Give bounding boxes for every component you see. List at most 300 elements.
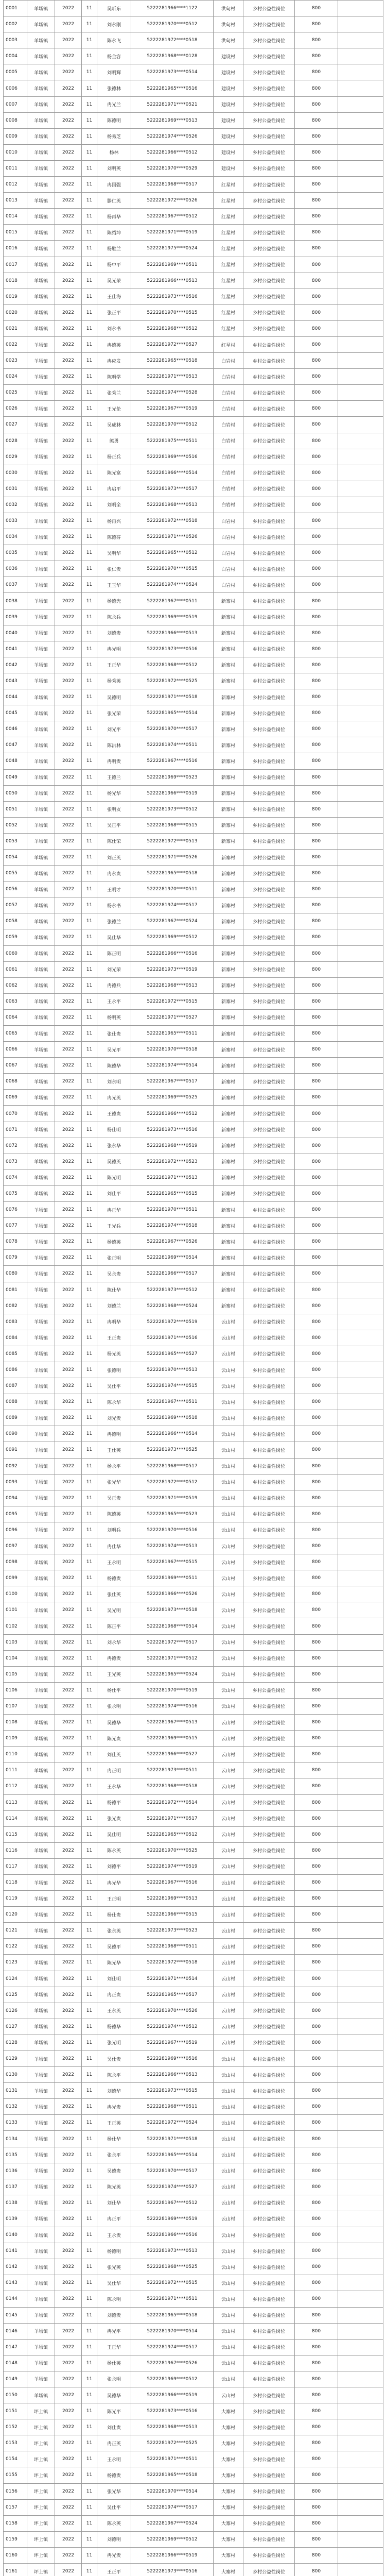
town-cell: 羊场镇: [27, 1490, 55, 1506]
table-row: [4, 1715, 383, 1731]
blank-cell: [338, 2323, 383, 2339]
table-row: [4, 2323, 383, 2339]
post-type-cell: 乡村公益性岗位: [243, 929, 295, 945]
month-cell: 11: [82, 769, 97, 785]
amount-cell: 800: [295, 417, 338, 433]
table-row: [4, 273, 383, 289]
table-row: [4, 2387, 383, 2403]
town-cell: 羊场镇: [27, 1939, 55, 1955]
post-type-cell: 乡村公益性岗位: [243, 2467, 295, 2483]
name-cell: 刘德明: [97, 2531, 131, 2547]
id-card-cell: 5222281966****0526: [131, 1586, 214, 1602]
id-card-cell: 5222281973****0525: [131, 1442, 214, 1458]
post-type-cell: 乡村公益性岗位: [243, 304, 295, 320]
post-type-cell: 乡村公益性岗位: [243, 1330, 295, 1346]
blank-cell: [338, 1586, 383, 1602]
month-cell: 11: [82, 705, 97, 721]
id-card-cell: 5222281971****0511: [131, 2451, 214, 2467]
month-cell: 11: [82, 2403, 97, 2419]
post-type-cell: 乡村公益性岗位: [243, 2195, 295, 2211]
amount-cell: 800: [295, 561, 338, 577]
blank-cell: [338, 160, 383, 176]
blank-cell: [338, 2403, 383, 2419]
blank-cell: [338, 273, 383, 289]
month-cell: 11: [82, 1138, 97, 1154]
id-card-cell: 5222281972****0514: [131, 1794, 214, 1810]
month-cell: 11: [82, 16, 97, 32]
village-cell: 白岩村: [214, 513, 243, 529]
blank-cell: [338, 1907, 383, 1923]
post-type-cell: 乡村公益性岗位: [243, 1138, 295, 1154]
row-number: 0070: [4, 1106, 27, 1122]
post-type-cell: 乡村公益性岗位: [243, 112, 295, 128]
amount-cell: 800: [295, 753, 338, 769]
name-cell: 张正明: [97, 1250, 131, 1266]
amount-cell: 800: [295, 2355, 338, 2371]
post-type-cell: 乡村公益性岗位: [243, 1202, 295, 1218]
amount-cell: 800: [295, 1, 338, 16]
amount-cell: 800: [295, 1666, 338, 1682]
year-cell: 2022: [55, 1810, 82, 1826]
village-cell: 大寨村: [214, 2564, 243, 2576]
village-cell: 新寨村: [214, 817, 243, 833]
post-type-cell: 乡村公益性岗位: [243, 2275, 295, 2291]
town-cell: 羊场镇: [27, 1458, 55, 1474]
post-type-cell: 乡村公益性岗位: [243, 2003, 295, 2019]
blank-cell: [338, 785, 383, 801]
month-cell: 11: [82, 945, 97, 961]
amount-cell: 800: [295, 2083, 338, 2099]
name-cell: 冉明华: [97, 1314, 131, 1330]
month-cell: 11: [82, 32, 97, 48]
post-type-cell: 乡村公益性岗位: [243, 1794, 295, 1810]
town-cell: 羊场镇: [27, 1185, 55, 1201]
village-cell: 新寨村: [214, 593, 243, 609]
table-row: [4, 257, 383, 273]
row-number: 0028: [4, 433, 27, 449]
blank-cell: [338, 993, 383, 1009]
year-cell: 2022: [55, 369, 82, 385]
amount-cell: 800: [295, 769, 338, 785]
name-cell: 冉光兰: [97, 96, 131, 112]
table-row: [4, 1394, 383, 1410]
name-cell: 张德兰: [97, 913, 131, 929]
post-type-cell: 乡村公益性岗位: [243, 465, 295, 481]
table-row: [4, 1, 383, 16]
blank-cell: [338, 1618, 383, 1634]
amount-cell: 800: [295, 1747, 338, 1762]
row-number: 0137: [4, 2179, 27, 2195]
table-row: [4, 1874, 383, 1890]
id-card-cell: 5222281974****0514: [131, 1058, 214, 1074]
year-cell: 2022: [55, 257, 82, 273]
row-number: 0012: [4, 177, 27, 193]
town-cell: 羊场镇: [27, 593, 55, 609]
name-cell: 冉正平: [97, 2211, 131, 2227]
month-cell: 11: [82, 193, 97, 209]
month-cell: 11: [82, 336, 97, 352]
year-cell: 2022: [55, 1106, 82, 1122]
month-cell: 11: [82, 64, 97, 80]
name-cell: 陈光英: [97, 2179, 131, 2195]
table-row: [4, 1202, 383, 1218]
name-cell: 王永贵: [97, 2227, 131, 2243]
year-cell: 2022: [55, 1122, 82, 1138]
year-cell: 2022: [55, 1490, 82, 1506]
blank-cell: [338, 289, 383, 304]
blank-cell: [338, 866, 383, 882]
month-cell: 11: [82, 641, 97, 657]
town-cell: 羊场镇: [27, 1298, 55, 1314]
village-cell: 云山村: [214, 1442, 243, 1458]
table-row: [4, 2003, 383, 2019]
post-type-cell: 乡村公益性岗位: [243, 32, 295, 48]
post-type-cell: 乡村公益性岗位: [243, 897, 295, 913]
blank-cell: [338, 449, 383, 465]
blank-cell: [338, 1923, 383, 1939]
town-cell: 羊场镇: [27, 1715, 55, 1731]
blank-cell: [338, 769, 383, 785]
village-cell: 云山村: [214, 2115, 243, 2131]
year-cell: 2022: [55, 193, 82, 209]
month-cell: 11: [82, 1234, 97, 1250]
name-cell: 刘德华: [97, 2083, 131, 2099]
year-cell: 2022: [55, 1026, 82, 1042]
id-card-cell: 5222281966****0515: [131, 1907, 214, 1923]
blank-cell: [338, 1090, 383, 1106]
year-cell: 2022: [55, 1298, 82, 1314]
village-cell: 大寨村: [214, 2467, 243, 2483]
table-row: [4, 241, 383, 257]
post-type-cell: 乡村公益性岗位: [243, 1842, 295, 1858]
amount-cell: 800: [295, 193, 338, 209]
name-cell: 张光荣: [97, 705, 131, 721]
row-number: 0064: [4, 1009, 27, 1025]
amount-cell: 800: [295, 1314, 338, 1330]
year-cell: 2022: [55, 1185, 82, 1201]
table-row: [4, 849, 383, 865]
table-row: [4, 1971, 383, 1987]
name-cell: 王仕海: [97, 289, 131, 304]
post-type-cell: 乡村公益性岗位: [243, 1634, 295, 1650]
amount-cell: 800: [295, 289, 338, 304]
village-cell: 云山村: [214, 2227, 243, 2243]
id-card-cell: 5222281972****0524: [131, 2115, 214, 2131]
table-row: [4, 2227, 383, 2243]
name-cell: 张仕英: [97, 1586, 131, 1602]
id-card-cell: 5222281968****0513: [131, 497, 214, 513]
name-cell: 吴成林: [97, 417, 131, 433]
id-card-cell: 5222281974****0517: [131, 897, 214, 913]
id-card-cell: 5222281973****0512: [131, 801, 214, 817]
blank-cell: [338, 2115, 383, 2131]
year-cell: 2022: [55, 1522, 82, 1538]
id-card-cell: 5222281969****0516: [131, 449, 214, 465]
name-cell: 陈永飞: [97, 32, 131, 48]
name-cell: 陈正明: [97, 945, 131, 961]
table-row: [4, 513, 383, 529]
amount-cell: 800: [295, 2147, 338, 2163]
village-cell: 云山村: [214, 1490, 243, 1506]
name-cell: 杨秀英: [97, 673, 131, 689]
amount-cell: 800: [295, 2243, 338, 2259]
village-cell: 白岩村: [214, 497, 243, 513]
name-cell: 陈绍坤: [97, 225, 131, 241]
id-card-cell: 5222281974****0519: [131, 1858, 214, 1874]
year-cell: 2022: [55, 2115, 82, 2131]
month-cell: 11: [82, 2531, 97, 2547]
blank-cell: [338, 2051, 383, 2067]
year-cell: 2022: [55, 961, 82, 977]
blank-cell: [338, 1074, 383, 1090]
year-cell: 2022: [55, 2099, 82, 2115]
month-cell: 11: [82, 80, 97, 96]
village-cell: 新寨村: [214, 1266, 243, 1282]
town-cell: 羊场镇: [27, 1362, 55, 1378]
id-card-cell: 5222281968****0525: [131, 2259, 214, 2275]
amount-cell: 800: [295, 1538, 338, 1554]
month-cell: 11: [82, 2035, 97, 2050]
id-card-cell: 5222281974****0516: [131, 1698, 214, 1714]
blank-cell: [338, 2163, 383, 2179]
id-card-cell: 5222281965****0514: [131, 2147, 214, 2163]
town-cell: 羊场镇: [27, 209, 55, 225]
row-number: 0019: [4, 289, 27, 304]
blank-cell: [338, 1602, 383, 1618]
blank-cell: [338, 304, 383, 320]
year-cell: 2022: [55, 1842, 82, 1858]
town-cell: 羊场镇: [27, 1778, 55, 1794]
village-cell: 新寨村: [214, 1106, 243, 1122]
post-type-cell: 乡村公益性岗位: [243, 1522, 295, 1538]
month-cell: 11: [82, 625, 97, 641]
row-number: 0134: [4, 2131, 27, 2147]
year-cell: 2022: [55, 641, 82, 657]
post-type-cell: 乡村公益性岗位: [243, 64, 295, 80]
town-cell: 羊场镇: [27, 801, 55, 817]
town-cell: 羊场镇: [27, 1330, 55, 1346]
amount-cell: 800: [295, 2099, 338, 2115]
blank-cell: [338, 1858, 383, 1874]
village-cell: 新寨村: [214, 609, 243, 625]
month-cell: 11: [82, 385, 97, 401]
id-card-cell: 5222281972****0513: [131, 833, 214, 849]
year-cell: 2022: [55, 2323, 82, 2339]
year-cell: 2022: [55, 1458, 82, 1474]
town-cell: 坪上镇: [27, 2435, 55, 2451]
row-number: 0031: [4, 481, 27, 497]
post-type-cell: 乡村公益性岗位: [243, 1394, 295, 1410]
amount-cell: 800: [295, 545, 338, 561]
blank-cell: [338, 1842, 383, 1858]
table-row: [4, 961, 383, 977]
blank-cell: [338, 882, 383, 897]
village-cell: 建设村: [214, 112, 243, 128]
name-cell: 冉正英: [97, 2435, 131, 2451]
town-cell: 羊场镇: [27, 1009, 55, 1025]
month-cell: 11: [82, 785, 97, 801]
post-type-cell: 乡村公益性岗位: [243, 689, 295, 705]
table-row: [4, 2291, 383, 2307]
post-type-cell: 乡村公益性岗位: [243, 545, 295, 561]
blank-cell: [338, 705, 383, 721]
town-cell: 羊场镇: [27, 1074, 55, 1090]
town-cell: 羊场镇: [27, 449, 55, 465]
village-cell: 新寨村: [214, 1122, 243, 1138]
amount-cell: 800: [295, 2115, 338, 2131]
village-cell: 白岩村: [214, 545, 243, 561]
amount-cell: 800: [295, 2499, 338, 2515]
row-number: 0055: [4, 866, 27, 882]
amount-cell: 800: [295, 1650, 338, 1666]
id-card-cell: 5222281970****0517: [131, 721, 214, 737]
town-cell: 羊场镇: [27, 1, 55, 16]
village-cell: 新寨村: [214, 1138, 243, 1154]
month-cell: 11: [82, 497, 97, 513]
amount-cell: 800: [295, 1250, 338, 1266]
table-row: [4, 209, 383, 225]
village-cell: 云山村: [214, 1778, 243, 1794]
post-type-cell: 乡村公益性岗位: [243, 2147, 295, 2163]
table-row: [4, 2483, 383, 2499]
row-number: 0085: [4, 1346, 27, 1362]
amount-cell: 800: [295, 689, 338, 705]
month-cell: 11: [82, 1426, 97, 1442]
amount-cell: 800: [295, 353, 338, 369]
blank-cell: [338, 96, 383, 112]
name-cell: 王永明: [97, 1554, 131, 1570]
id-card-cell: 5222281973****0515: [131, 2083, 214, 2099]
village-cell: 云山村: [214, 1682, 243, 1698]
row-number: 0142: [4, 2259, 27, 2275]
month-cell: 11: [82, 1154, 97, 1170]
post-type-cell: 乡村公益性岗位: [243, 257, 295, 273]
post-type-cell: 乡村公益性岗位: [243, 481, 295, 497]
id-card-cell: 5222281966****0513: [131, 2067, 214, 2083]
name-cell: 杨中平: [97, 257, 131, 273]
table-row: [4, 929, 383, 945]
month-cell: 11: [82, 1602, 97, 1618]
post-type-cell: 乡村公益性岗位: [243, 1474, 295, 1490]
table-row: [4, 1154, 383, 1170]
month-cell: 11: [82, 1762, 97, 1778]
table-row: [4, 1474, 383, 1490]
post-type-cell: 乡村公益性岗位: [243, 320, 295, 336]
name-cell: 张仁贵: [97, 561, 131, 577]
year-cell: 2022: [55, 1618, 82, 1634]
year-cell: 2022: [55, 32, 82, 48]
town-cell: 羊场镇: [27, 193, 55, 209]
blank-cell: [338, 1330, 383, 1346]
row-number: 0071: [4, 1122, 27, 1138]
amount-cell: 800: [295, 737, 338, 753]
row-number: 0051: [4, 801, 27, 817]
amount-cell: 800: [295, 401, 338, 417]
town-cell: 羊场镇: [27, 609, 55, 625]
name-cell: 吴仕华: [97, 929, 131, 945]
amount-cell: 800: [295, 1266, 338, 1282]
table-row: [4, 705, 383, 721]
year-cell: 2022: [55, 817, 82, 833]
post-type-cell: 乡村公益性岗位: [243, 1009, 295, 1025]
row-number: 0082: [4, 1298, 27, 1314]
town-cell: 羊场镇: [27, 2259, 55, 2275]
village-cell: 建设村: [214, 160, 243, 176]
village-cell: 云山村: [214, 1810, 243, 1826]
table-row: [4, 1907, 383, 1923]
name-cell: 冉光英: [97, 1090, 131, 1106]
post-type-cell: 乡村公益性岗位: [243, 48, 295, 64]
table-row: [4, 481, 383, 497]
name-cell: 刘德贵: [97, 625, 131, 641]
month-cell: 11: [82, 561, 97, 577]
post-type-cell: 乡村公益性岗位: [243, 353, 295, 369]
post-type-cell: 乡村公益性岗位: [243, 1698, 295, 1714]
table-row: [4, 2083, 383, 2099]
amount-cell: 800: [295, 144, 338, 160]
month-cell: 11: [82, 2547, 97, 2563]
town-cell: 羊场镇: [27, 385, 55, 401]
id-card-cell: 5222281966****0513: [131, 273, 214, 289]
name-cell: 熊勇: [97, 433, 131, 449]
town-cell: 羊场镇: [27, 465, 55, 481]
row-number: 0069: [4, 1090, 27, 1106]
month-cell: 11: [82, 1907, 97, 1923]
month-cell: 11: [82, 801, 97, 817]
month-cell: 11: [82, 1842, 97, 1858]
post-type-cell: 乡村公益性岗位: [243, 241, 295, 257]
id-card-cell: 5222281971****0526: [131, 849, 214, 865]
town-cell: 羊场镇: [27, 353, 55, 369]
table-row: [4, 385, 383, 401]
post-type-cell: 乡村公益性岗位: [243, 2499, 295, 2515]
name-cell: 刘明英: [97, 160, 131, 176]
id-card-cell: 5222281972****0525: [131, 2435, 214, 2451]
id-card-cell: 5222281974****0518: [131, 1218, 214, 1234]
name-cell: 陈永明: [97, 2291, 131, 2307]
name-cell: 张永英: [97, 1923, 131, 1939]
town-cell: 羊场镇: [27, 1971, 55, 1987]
blank-cell: [338, 1698, 383, 1714]
year-cell: 2022: [55, 48, 82, 64]
id-card-cell: 5222281974****0517: [131, 2499, 214, 2515]
name-cell: 冉仕华: [97, 1538, 131, 1554]
month-cell: 11: [82, 1634, 97, 1650]
month-cell: 11: [82, 1923, 97, 1939]
table-row: [4, 2403, 383, 2419]
id-card-cell: 5222281969****0514: [131, 1250, 214, 1266]
month-cell: 11: [82, 2515, 97, 2531]
town-cell: 羊场镇: [27, 1394, 55, 1410]
blank-cell: [338, 2147, 383, 2163]
amount-cell: 800: [295, 2307, 338, 2323]
post-type-cell: 乡村公益性岗位: [243, 2323, 295, 2339]
village-cell: 新寨村: [214, 673, 243, 689]
amount-cell: 800: [295, 1778, 338, 1794]
month-cell: 11: [82, 48, 97, 64]
town-cell: 羊场镇: [27, 144, 55, 160]
blank-cell: [338, 1762, 383, 1778]
town-cell: 羊场镇: [27, 1682, 55, 1698]
blank-cell: [338, 2499, 383, 2515]
post-type-cell: 乡村公益性岗位: [243, 1747, 295, 1762]
amount-cell: 800: [295, 1122, 338, 1138]
month-cell: 11: [82, 401, 97, 417]
row-number: 0027: [4, 417, 27, 433]
table-row: [4, 2531, 383, 2547]
town-cell: 羊场镇: [27, 289, 55, 304]
name-cell: 王正贵: [97, 1330, 131, 1346]
